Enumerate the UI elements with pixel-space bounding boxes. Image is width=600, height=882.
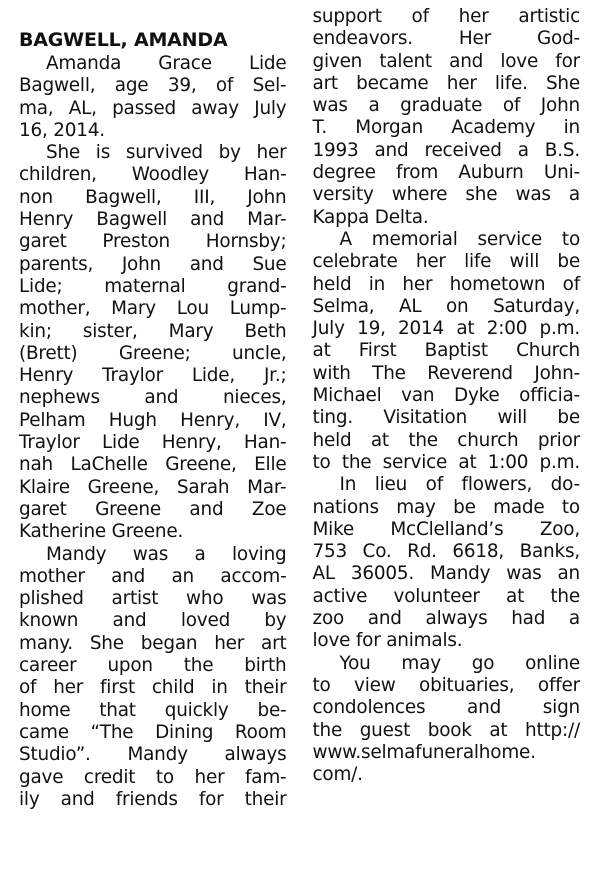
text-line: held at the church prior	[312, 429, 580, 451]
text-line: mother, Mary Lou Lump-	[19, 298, 287, 320]
text-line: Selma, AL on Saturday,	[312, 295, 580, 317]
text-line: Kappa Delta.	[312, 206, 429, 228]
text-line: endeavors. Her God-	[312, 28, 580, 50]
text-line: kin; sister, Mary Beth	[19, 320, 287, 342]
text-line: came “The Dining Room	[19, 721, 287, 743]
obituary-heading: BAGWELL, AMANDA	[19, 29, 228, 51]
text-line: garet Greene and Zoe	[19, 498, 287, 520]
text-line: Traylor Lide Henry, Han-	[19, 432, 287, 454]
text-line: non Bagwell, III, John	[19, 186, 287, 208]
text-line: parents, John and Sue	[19, 253, 287, 275]
text-line: nah LaChelle Greene, Elle	[19, 454, 287, 476]
text-line: Katherine Greene.	[19, 521, 184, 543]
text-line: www.selmafuneralhome.	[312, 741, 536, 763]
text-line: active volunteer at the	[312, 585, 580, 607]
text-line: nephews and nieces,	[19, 387, 287, 409]
text-line: support of her artistic	[312, 6, 580, 27]
text-line: celebrate her life will be	[312, 251, 580, 273]
text-line: Klaire Greene, Sarah Mar-	[19, 476, 287, 498]
obituary-column-left	[19, 28, 287, 882]
text-line: ting. Visitation will be	[312, 407, 580, 429]
text-line: Amanda Grace Lide	[46, 53, 287, 74]
text-line: In lieu of flowers, do-	[339, 474, 580, 496]
text-line: (Brett) Greene; uncle,	[19, 342, 287, 364]
text-line: the guest book at http://	[312, 719, 580, 741]
text-line: versity where she was a	[312, 184, 580, 206]
text-line: children, Woodley Han-	[19, 164, 287, 186]
text-line: garet Preston Hornsby;	[19, 231, 287, 253]
text-line: nations may be made to	[312, 496, 580, 518]
text-line: 1993 and received a B.S.	[312, 139, 580, 161]
text-line: Mandy was a loving	[46, 543, 287, 565]
text-line: Henry Bagwell and Mar-	[19, 209, 287, 231]
text-line: Studio”. Mandy always	[19, 744, 287, 766]
text-line: was a graduate of John	[312, 95, 580, 117]
text-line: at First Baptist Church	[312, 340, 580, 362]
text-line: to the service at 1:00 p.m.	[312, 451, 580, 473]
text-line: A memorial service to	[339, 228, 580, 250]
text-line: career upon the birth	[19, 655, 287, 677]
text-line: ma, AL, passed away July	[19, 97, 287, 119]
text-line: gave credit to her fam-	[19, 766, 287, 788]
text-line: Lide; maternal grand-	[19, 275, 287, 297]
text-line: home that quickly be-	[19, 699, 287, 721]
text-line: held in her hometown of	[312, 273, 580, 295]
text-line: many. She began her art	[19, 632, 287, 654]
text-line: 753 Co. Rd. 6618, Banks,	[312, 541, 580, 563]
text-line: Mike McClelland’s Zoo,	[312, 518, 580, 540]
text-line: degree from Auburn Uni-	[312, 162, 580, 184]
text-line: plished artist who was	[19, 588, 287, 610]
text-line: art became her life. She	[312, 72, 580, 94]
text-line: July 19, 2014 at 2:00 p.m.	[312, 318, 580, 340]
text-line: T. Morgan Academy in	[312, 117, 580, 139]
text-line: 16, 2014.	[19, 119, 105, 141]
obituary-column-right	[313, 6, 581, 882]
text-line: condolences and sign	[312, 697, 580, 719]
text-line: known and loved by	[19, 610, 287, 632]
text-line: Michael van Dyke officia-	[312, 385, 580, 407]
text-line: Bagwell, age 39, of Sel-	[19, 75, 287, 97]
text-line: Pelham Hugh Henry, IV,	[19, 409, 287, 431]
text-line: Henry Traylor Lide, Jr.;	[19, 365, 287, 387]
text-line: love for animals.	[312, 630, 463, 652]
text-line: You may go online	[339, 652, 580, 674]
text-line: to view obituaries, offer	[312, 674, 580, 696]
text-line: ily and friends for their	[19, 788, 287, 810]
text-line: mother and an accom-	[19, 565, 287, 587]
text-line: with The Reverend John-	[312, 362, 580, 384]
text-line: given talent and love for	[312, 50, 580, 72]
text-line: AL 36005. Mandy was an	[312, 563, 580, 585]
text-line: zoo and always had a	[312, 608, 580, 630]
text-line: She is survived by her	[46, 142, 287, 164]
text-line: com/.	[312, 764, 363, 786]
text-line: of her first child in their	[19, 677, 287, 699]
